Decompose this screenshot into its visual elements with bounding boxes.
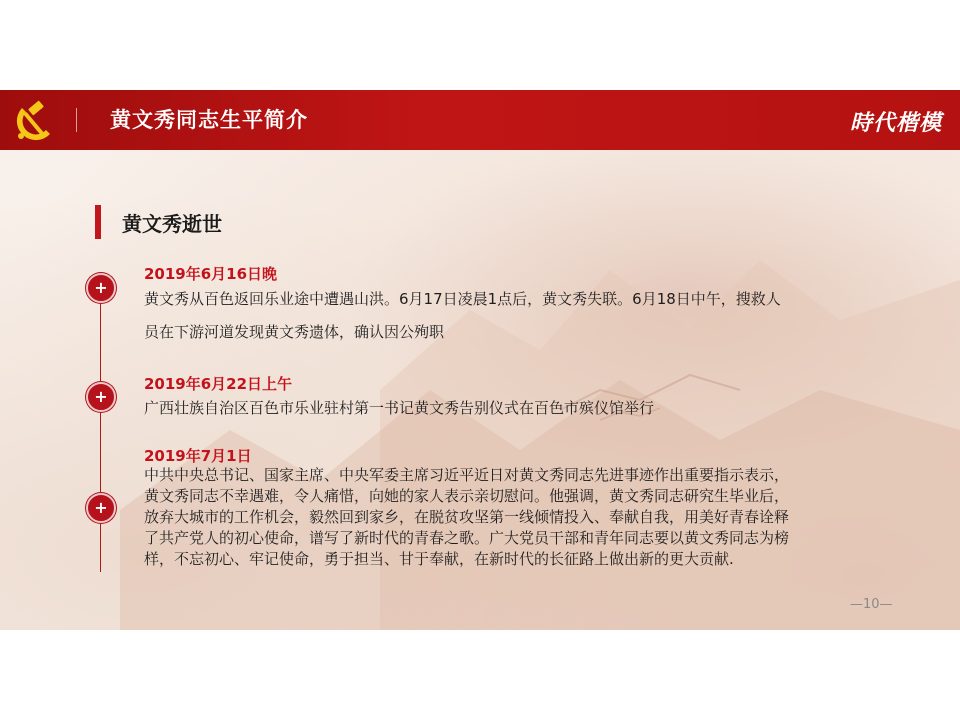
timeline-date: 2019年6月22日上午 xyxy=(144,375,293,393)
timeline-line-text: 黄文秀同志不幸遇难，令人痛惜，向她的家人表示亲切慰问。他强调，黄文秀同志研究生毕业后， xyxy=(144,487,790,505)
brand-logo: 時代楷模 xyxy=(850,110,943,136)
page-number: —10— xyxy=(850,597,893,612)
timeline-line-text: 样，不忘初心、牢记使命，勇于担当、甘于奉献，在新时代的长征路上做出新的更大贡献. xyxy=(144,550,734,568)
timeline-text xyxy=(144,283,781,349)
timeline-line-text: 员在下游河道发现黄文秀遗体，确认因公殉职 xyxy=(144,323,445,341)
header-divider xyxy=(76,108,77,132)
page-title: 黄文秀同志生平简介 xyxy=(110,108,308,132)
section-title: 黄文秀逝世 xyxy=(122,212,222,236)
timeline-line-text: 放弃大城市的工作机会，毅然回到家乡，在脱贫攻坚第一线倾情投入、奉献自我，用美好青春诠释 xyxy=(144,508,790,526)
timeline-line-text: 了共产党人的初心使命，谱写了新时代的青春之歌。广大党员干部和青年同志要以黄文秀同志为榜 xyxy=(144,529,790,547)
timeline-text xyxy=(144,392,654,425)
section-marker xyxy=(95,205,101,239)
timeline-text xyxy=(144,465,789,570)
timeline-date: 2019年6月16日晚 xyxy=(144,265,278,283)
timeline-line-text: 广西壮族自治区百色市乐业驻村第一书记黄文秀告别仪式在百色市殡仪馆举行 xyxy=(144,399,655,417)
hammer-sickle-icon xyxy=(10,98,60,144)
slide xyxy=(0,90,960,630)
header-bar xyxy=(0,90,960,150)
plus-icon[interactable]: + xyxy=(86,382,116,412)
timeline-line-text: 中共中央总书记、国家主席、中央军委主席习近平近日对黄文秀同志先进事迹作出重要指示表示， xyxy=(144,466,790,484)
plus-icon[interactable]: + xyxy=(86,273,116,303)
plus-icon[interactable]: + xyxy=(86,493,116,523)
timeline-line-text: 黄文秀从百色返回乐业途中遭遇山洪。6月17日凌晨1点后，黄文秀失联。6月18日中午，搜救人 xyxy=(144,290,781,308)
timeline-line xyxy=(100,272,101,572)
timeline-date: 2019年7月1日 xyxy=(144,447,252,465)
